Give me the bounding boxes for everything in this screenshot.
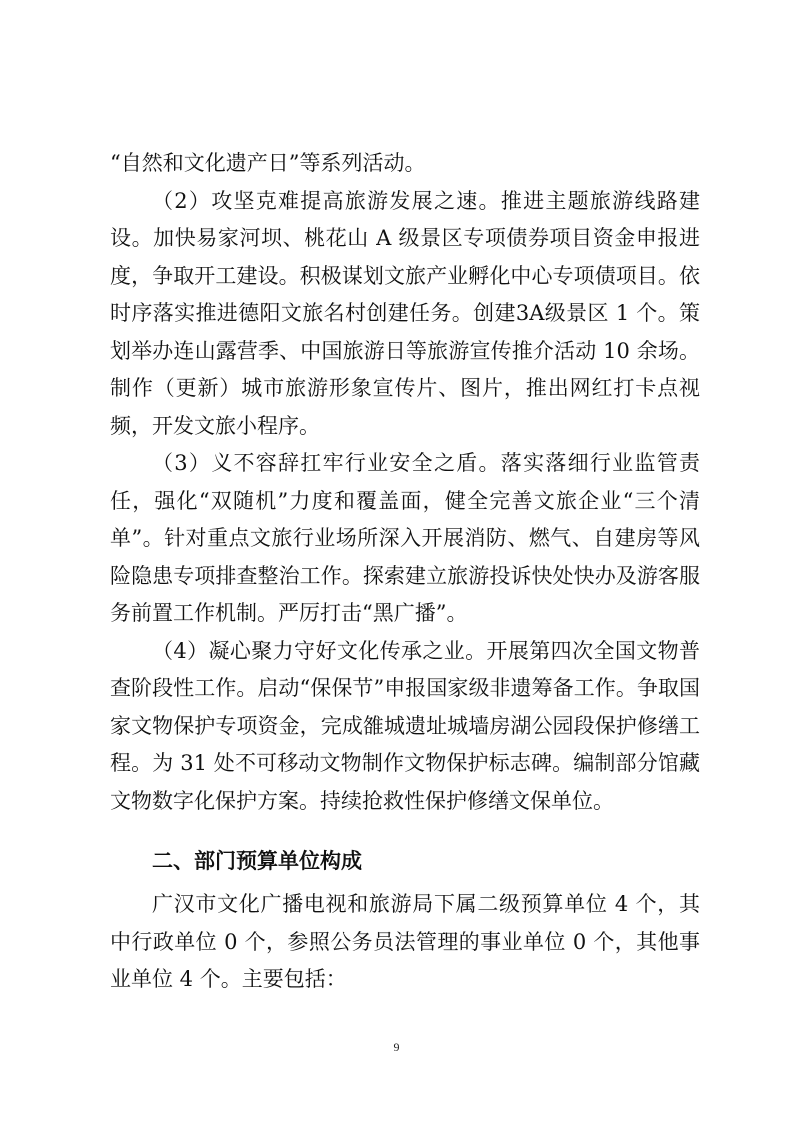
body-text (110, 145, 700, 820)
paragraph-industry-safety: （3）义不容辞扛牢行业安全之盾。落实落细行业监管责任，强化“双随机”力度和覆盖面，健全完善文旅企业“三个清单”。针对重点文旅行业场所深入开展消防、燃气、自建房等风险隐患专项排查整治工作。探索建立旅游投诉快处快办及游客服务前置工作机制。严厉打击“黑广播”。 (110, 451, 700, 625)
paragraph-continued: “自然和文化遗产日”等系列活动。 (110, 151, 426, 175)
paragraph-cultural-heritage: （4）凝心聚力守好文化传承之业。开展第四次全国文物普查阶段性工作。启动“保保节”申报国家级非遗筹备工作。争取国家文物保护专项资金，完成雒城遗址城墙房湖公园段保护修缮工程。为 31 处不可移动文物制作文物保护标志碑。编制部分馆藏文物数字化保护方案。持续抢救性保护修缮文保单位。 (110, 638, 700, 813)
section-heading: 二、部门预算单位构成 (152, 849, 362, 873)
body-text-units (110, 886, 700, 999)
page-number: 9 (393, 1040, 400, 1054)
paragraph-budget-units: 广汉市文化广播电视和旅游局下属二级预算单位 4 个，其中行政单位 0 个，参照公务员法管理的事业单位 0 个，其他事业单位 4 个。主要包括： (110, 892, 700, 991)
paragraph-tourism-development: （2）攻坚克难提高旅游发展之速。推进主题旅游线路建设。加快易家河坝、桃花山 A 级景区专项债券项目资金申报进度，争取开工建设。积极谋划文旅产业孵化中心专项债项目。依时序落实推进德阳文旅名村创建任务。创建3A级景区 1 个。策划举办连山露营季、中国旅游日等旅游宣传推介活动 10 余场。制作（更新）城市旅游形象宣传片、图片，推出网红打卡点视频，开发文旅小程序。 (110, 188, 700, 438)
